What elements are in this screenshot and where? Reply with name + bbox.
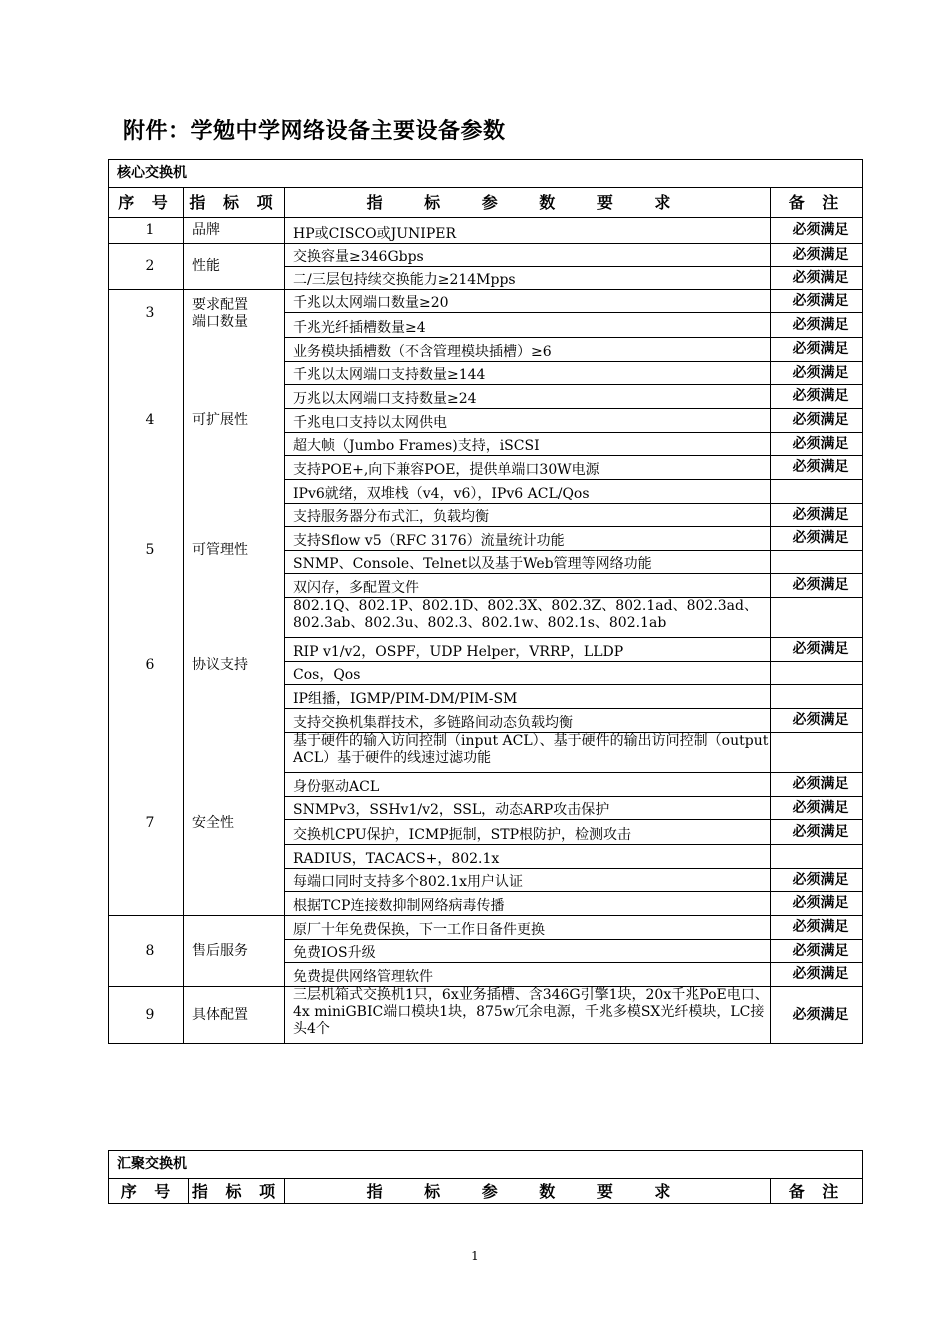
header-remark: 备 注 bbox=[771, 188, 863, 218]
remark-cell: 必须满足 bbox=[771, 987, 863, 1044]
requirement-cell: 交换容量≥346Gbps bbox=[285, 244, 771, 267]
seq-cell: 5 bbox=[109, 504, 184, 598]
header-param: 指 标 参 数 要 求 bbox=[285, 1179, 771, 1204]
remark-cell: 必须满足 bbox=[771, 527, 863, 551]
item-cell: 性能 bbox=[184, 244, 285, 290]
remark-cell: 必须满足 bbox=[771, 709, 863, 733]
requirement-cell: 交换机CPU保护，ICMP扼制，STP根防护，检测攻击 bbox=[285, 820, 771, 845]
item-cell: 可扩展性 bbox=[184, 338, 285, 504]
remark-cell: 必须满足 bbox=[771, 433, 863, 456]
remark-cell: 必须满足 bbox=[771, 940, 863, 963]
remark-cell: 必须满足 bbox=[771, 820, 863, 845]
remark-cell: 必须满足 bbox=[771, 267, 863, 290]
table-row bbox=[109, 598, 863, 638]
requirement-cell: 超大帧（Jumbo Frames)支持，iSCSI bbox=[285, 433, 771, 456]
requirement-cell: 支持交换机集群技术，多链路间动态负载均衡 bbox=[285, 709, 771, 733]
requirement-cell: 业务模块插槽数（不含管理模块插槽）≥6 bbox=[285, 338, 771, 362]
header-param: 指 标 参 数 要 求 bbox=[285, 188, 771, 218]
remark-cell bbox=[771, 733, 863, 773]
remark-cell: 必须满足 bbox=[771, 290, 863, 313]
seq-cell: 7 bbox=[109, 733, 184, 916]
remark-cell: 必须满足 bbox=[771, 409, 863, 433]
item-cell: 具体配置 bbox=[184, 987, 285, 1044]
requirement-cell: 双闪存，多配置文件 bbox=[285, 574, 771, 598]
seq-cell: 8 bbox=[109, 916, 184, 987]
requirement-cell: 免费提供网络管理软件 bbox=[285, 963, 771, 987]
requirement-cell: 支持服务器分布式汇，负载均衡 bbox=[285, 504, 771, 527]
seq-cell: 2 bbox=[109, 244, 184, 290]
requirement-cell: 根据TCP连接数抑制网络病毒传播 bbox=[285, 892, 771, 916]
requirement-cell: 三层机箱式交换机1只，6x业务插槽、含346G引擎1块，20x千兆PoE电口、4x miniGBIC端口模块1块，875w冗余电源，千兆多模SX光纤模块，LC接头4个 bbox=[285, 987, 771, 1044]
page-number: 1 bbox=[471, 1249, 479, 1263]
table-caption: 汇聚交换机 bbox=[109, 1151, 863, 1179]
remark-cell: 必须满足 bbox=[771, 638, 863, 662]
remark-cell: 必须满足 bbox=[771, 504, 863, 527]
remark-cell bbox=[771, 598, 863, 638]
remark-cell: 必须满足 bbox=[771, 892, 863, 916]
aggregation-switch-table bbox=[108, 1150, 863, 1204]
seq-cell: 1 bbox=[109, 218, 184, 244]
header-seq: 序 号 bbox=[109, 188, 184, 218]
requirement-cell: SNMPv3，SSHv1/v2，SSL，动态ARP攻击保护 bbox=[285, 797, 771, 820]
remark-cell: 必须满足 bbox=[771, 218, 863, 244]
seq-cell: 9 bbox=[109, 987, 184, 1044]
requirement-cell: 802.1Q、802.1P、802.1D、802.3X、802.3Z、802.1ad、802.3ad、802.3ab、802.3u、802.3、802.1w、802.1s、802.1ab bbox=[285, 598, 771, 638]
seq-cell: 3 bbox=[109, 290, 184, 338]
requirement-cell: 万兆以太网端口支持数量≥24 bbox=[285, 385, 771, 409]
table-row bbox=[109, 244, 863, 267]
item-cell: 品牌 bbox=[184, 218, 285, 244]
requirement-cell: 身份驱动ACL bbox=[285, 773, 771, 797]
remark-cell bbox=[771, 480, 863, 504]
document-title: 附件：学勉中学网络设备主要设备参数 bbox=[123, 119, 506, 144]
requirement-cell: 支持Sflow v5（RFC 3176）流量统计功能 bbox=[285, 527, 771, 551]
remark-cell bbox=[771, 551, 863, 574]
requirement-cell: 千兆以太网端口数量≥20 bbox=[285, 290, 771, 313]
seq-cell: 6 bbox=[109, 598, 184, 733]
table-row bbox=[109, 987, 863, 1044]
table-row bbox=[109, 733, 863, 773]
remark-cell: 必须满足 bbox=[771, 773, 863, 797]
remark-cell: 必须满足 bbox=[771, 456, 863, 480]
remark-cell: 必须满足 bbox=[771, 313, 863, 338]
requirement-cell: 千兆以太网端口支持数量≥144 bbox=[285, 362, 771, 385]
table-row bbox=[109, 916, 863, 940]
header-item: 指 标 项 bbox=[184, 188, 285, 218]
remark-cell: 必须满足 bbox=[771, 362, 863, 385]
table-row bbox=[109, 338, 863, 362]
header-seq: 序 号 bbox=[109, 1179, 189, 1204]
requirement-cell: 原厂十年免费保换，下一工作日备件更换 bbox=[285, 916, 771, 940]
remark-cell: 必须满足 bbox=[771, 574, 863, 598]
requirement-cell: 支持POE+,向下兼容POE，提供单端口30W电源 bbox=[285, 456, 771, 480]
table-row bbox=[109, 290, 863, 313]
header-remark: 备 注 bbox=[771, 1179, 863, 1204]
item-cell: 售后服务 bbox=[184, 916, 285, 987]
core-switch-table bbox=[108, 159, 863, 1044]
table-caption: 核心交换机 bbox=[109, 160, 863, 188]
item-cell: 协议支持 bbox=[184, 598, 285, 733]
item-cell: 可管理性 bbox=[184, 504, 285, 598]
seq-cell: 4 bbox=[109, 338, 184, 504]
item-cell: 要求配置端口数量 bbox=[184, 290, 285, 338]
remark-cell bbox=[771, 685, 863, 709]
remark-cell: 必须满足 bbox=[771, 797, 863, 820]
remark-cell: 必须满足 bbox=[771, 385, 863, 409]
requirement-cell: Cos，Qos bbox=[285, 662, 771, 685]
requirement-cell: 每端口同时支持多个802.1x用户认证 bbox=[285, 869, 771, 892]
requirement-cell: RADIUS，TACACS+，802.1x bbox=[285, 845, 771, 869]
remark-cell bbox=[771, 845, 863, 869]
remark-cell: 必须满足 bbox=[771, 338, 863, 362]
item-cell: 安全性 bbox=[184, 733, 285, 916]
remark-cell: 必须满足 bbox=[771, 244, 863, 267]
requirement-cell: SNMP、Console、Telnet以及基于Web管理等网络功能 bbox=[285, 551, 771, 574]
table-row bbox=[109, 218, 863, 244]
requirement-cell: 二/三层包持续交换能力≥214Mpps bbox=[285, 267, 771, 290]
remark-cell: 必须满足 bbox=[771, 963, 863, 987]
remark-cell bbox=[771, 662, 863, 685]
remark-cell: 必须满足 bbox=[771, 869, 863, 892]
requirement-cell: 免费IOS升级 bbox=[285, 940, 771, 963]
requirement-cell: 千兆光纤插槽数量≥4 bbox=[285, 313, 771, 338]
remark-cell: 必须满足 bbox=[771, 916, 863, 940]
requirement-cell: IP组播，IGMP/PIM-DM/PIM-SM bbox=[285, 685, 771, 709]
requirement-cell: HP或CISCO或JUNIPER bbox=[285, 218, 771, 244]
requirement-cell: IPv6就绪，双堆栈（v4，v6），IPv6 ACL/Qos bbox=[285, 480, 771, 504]
table-row bbox=[109, 504, 863, 527]
requirement-cell: 基于硬件的输入访问控制（input ACL）、基于硬件的输出访问控制（output ACL）基于硬件的线速过滤功能 bbox=[285, 733, 771, 773]
header-item: 指 标 项 bbox=[189, 1179, 285, 1204]
requirement-cell: RIP v1/v2，OSPF，UDP Helper，VRRP，LLDP bbox=[285, 638, 771, 662]
requirement-cell: 千兆电口支持以太网供电 bbox=[285, 409, 771, 433]
